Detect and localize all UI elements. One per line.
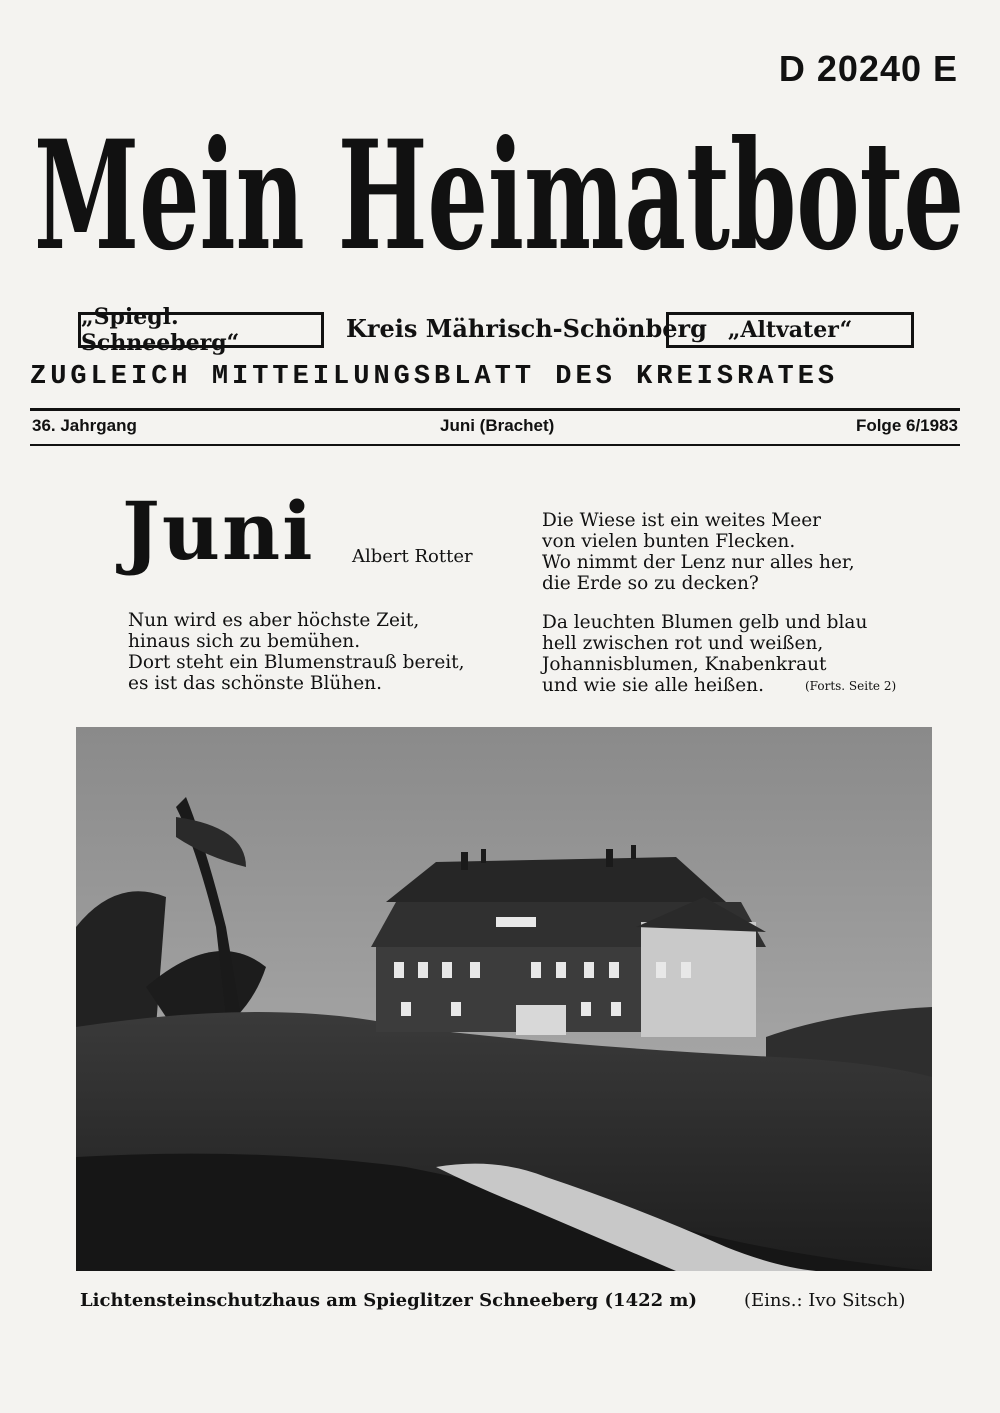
poem-stanza-1: Nun wird es aber höchste Zeit, hinaus sich zu bemühen. Dort steht ein Blumenstrauß bereit, es ist das schönste Blühen.	[128, 610, 465, 694]
poem-author: Albert Rotter	[352, 546, 473, 567]
poem-title: Juni	[122, 484, 315, 578]
photo-credit: (Eins.: Ivo Sitsch)	[744, 1290, 906, 1311]
divider-top	[30, 408, 960, 411]
continued-note: (Forts. Seite 2)	[805, 679, 897, 693]
poem-stanza-3: Da leuchten Blumen gelb und blau hell zwischen rot und weißen, Johannisblumen, Knabenkraut und wie sie alle heißen.	[542, 612, 868, 696]
poem-stanza-2: Die Wiese ist ein weites Meer von vielen bunten Flecken. Wo nimmt der Lenz nur alles her, die Erde so zu decken?	[542, 510, 855, 594]
box-spiegl-schneeberg: „Spiegl. Schneeberg“	[78, 312, 324, 348]
issue-month: Juni (Brachet)	[440, 416, 555, 435]
subtitle: ZUGLEICH MITTEILUNGSBLATT DES KREISRATES	[30, 362, 839, 392]
issue-info-bar	[32, 416, 958, 442]
kreis-label: Kreis Mährisch-Schönberg	[346, 314, 707, 343]
divider-bottom	[30, 444, 960, 446]
photo-caption: Lichtensteinschutzhaus am Spieglitzer Schneeberg (1422 m)	[80, 1290, 697, 1311]
photo-mountain-hut	[76, 727, 932, 1271]
folge: Folge 6/1983	[855, 416, 958, 435]
masthead-subrow	[78, 304, 914, 356]
photo-illustration	[76, 727, 932, 1271]
jahrgang: 36. Jahrgang	[32, 416, 137, 435]
issue-code: D 20240 E	[778, 48, 958, 89]
masthead-title	[18, 78, 980, 310]
masthead-text: Mein Heimatbote	[34, 108, 964, 284]
box-altvater: „Altvater“	[666, 312, 914, 348]
